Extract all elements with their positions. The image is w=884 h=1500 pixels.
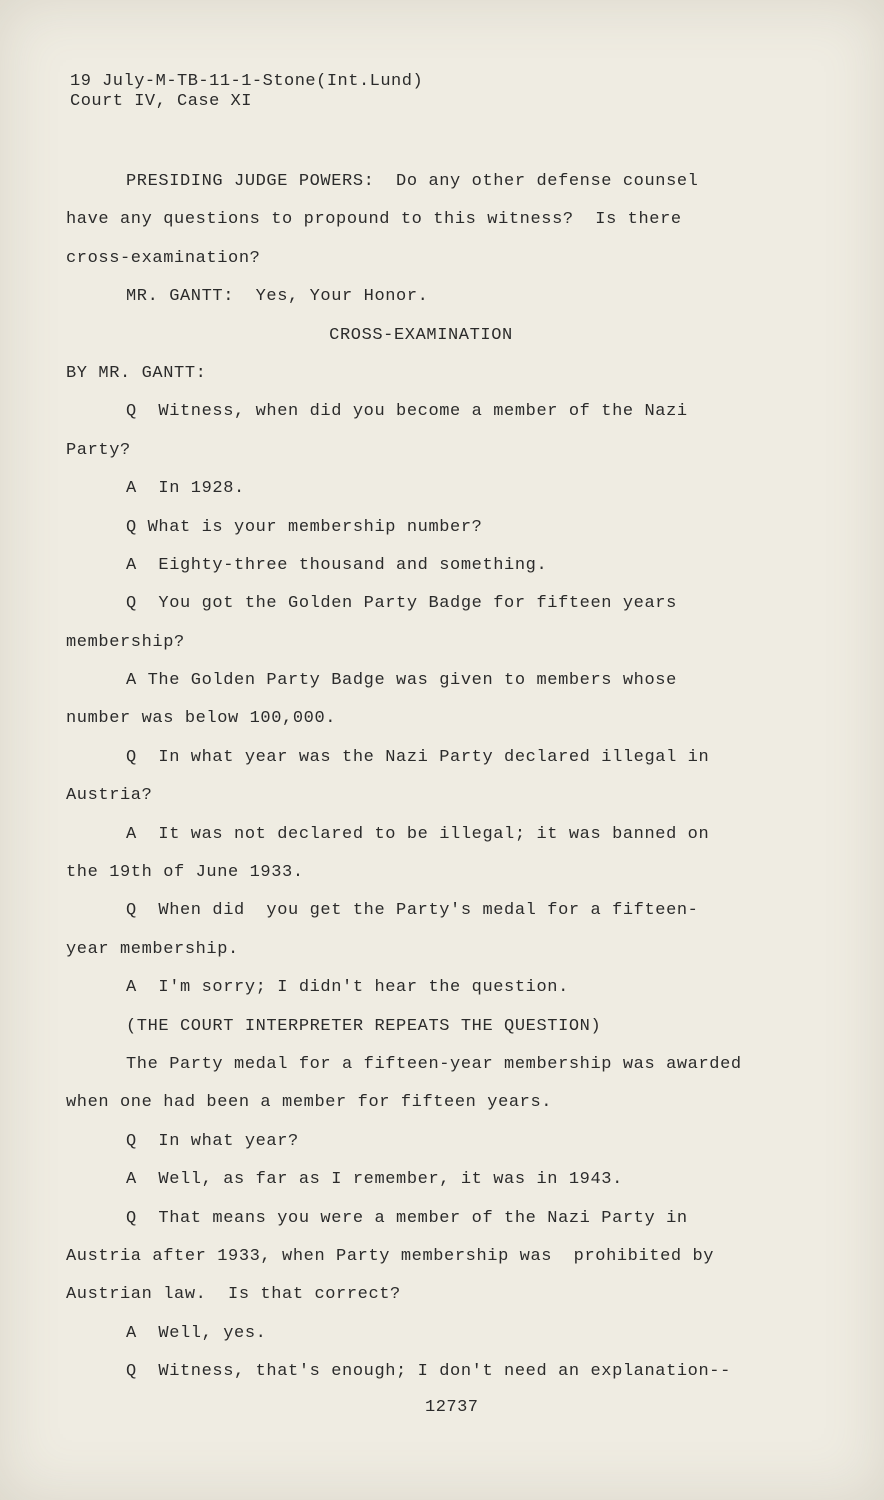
transcript-line: have any questions to propound to this witness? Is there (66, 210, 682, 230)
header-reference-line: 19 July-M-TB-11-1-Stone(Int.Lund) (70, 72, 424, 91)
transcript-line: A In 1928. (126, 479, 245, 499)
transcript-line: The Party medal for a fifteen-year membership was awarded (126, 1054, 742, 1074)
transcript-line: A I'm sorry; I didn't hear the question. (126, 978, 569, 998)
transcript-line: cross-examination? (66, 248, 261, 268)
document-header (70, 72, 423, 112)
transcript-line: BY MR. GANTT: (66, 363, 207, 383)
transcript-line: membership? (66, 632, 185, 652)
transcript-line: Q Witness, when did you become a member of the Nazi (126, 402, 688, 422)
transcript-line: MR. GANTT: Yes, Your Honor. (126, 287, 429, 307)
transcript-line: the 19th of June 1933. (66, 863, 304, 883)
transcript-line: (THE COURT INTERPRETER REPEATS THE QUESTION) (126, 1016, 602, 1036)
transcript-line: A Eighty-three thousand and something. (126, 555, 548, 575)
transcript-line: A The Golden Party Badge was given to members whose (126, 671, 677, 691)
transcript-line: Q When did you get the Party's medal for a fifteen- (126, 901, 699, 921)
transcript-line: Q In what year? (126, 1131, 299, 1151)
section-heading: CROSS-EXAMINATION (329, 325, 513, 345)
transcript-body (66, 163, 796, 1392)
transcript-line: when one had been a member for fifteen years. (66, 1093, 553, 1113)
transcript-line: Q What is your membership number? (126, 517, 483, 537)
header-court-line: Court IV, Case XI (70, 92, 252, 111)
transcript-line: Q Witness, that's enough; I don't need an explanation-- (126, 1362, 731, 1382)
transcript-line: Austria after 1933, when Party membership was prohibited by (66, 1246, 715, 1266)
transcript-line: Q That means you were a member of the Nazi Party in (126, 1208, 688, 1228)
transcript-line: year membership. (66, 939, 239, 959)
transcript-line: PRESIDING JUDGE POWERS: Do any other defense counsel (126, 172, 699, 191)
transcript-line: A Well, yes. (126, 1323, 267, 1343)
transcript-line: Q You got the Golden Party Badge for fifteen years (126, 594, 677, 614)
transcript-line: Party? (66, 440, 131, 460)
transcript-line: A Well, as far as I remember, it was in 1943. (126, 1170, 623, 1190)
transcript-line: Q In what year was the Nazi Party declared illegal in (126, 747, 710, 767)
transcript-line: A It was not declared to be illegal; it was banned on (126, 824, 710, 844)
transcript-line: number was below 100,000. (66, 709, 337, 729)
transcript-line: Austrian law. Is that correct? (66, 1285, 401, 1305)
transcript-line: Austria? (66, 786, 153, 806)
page-number: 12737 (425, 1398, 479, 1417)
